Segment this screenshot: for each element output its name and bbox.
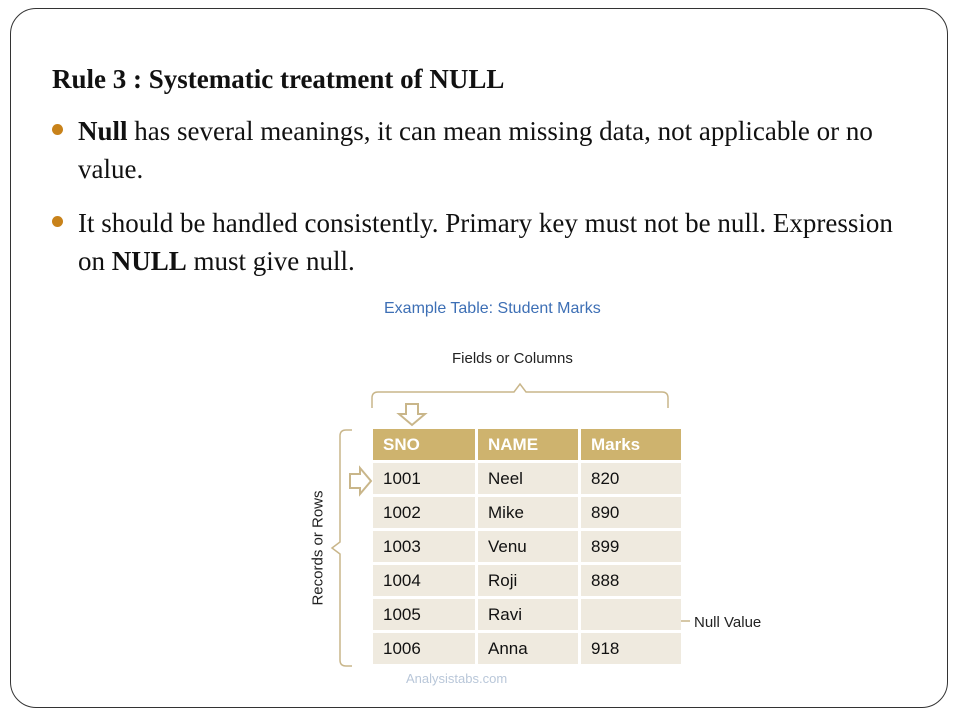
null-value-label: Null Value [694,614,762,631]
column-header: NAME [478,429,578,460]
table-cell: Neel [478,463,578,494]
table-cell: 888 [581,565,681,596]
column-header: SNO [373,429,475,460]
table-cell: 1006 [373,633,475,664]
table-cell: 1003 [373,531,475,562]
table-row [373,633,681,664]
table-row [373,463,681,494]
bullet-text: has several meanings, it can mean missing data, not applicable or no value. [78,116,873,184]
bullet-text-end: must give null. [186,246,355,276]
student-marks-table [370,426,684,667]
table-cell: 1001 [373,463,475,494]
down-arrow-icon [399,404,425,425]
right-arrow-icon [350,468,371,494]
watermark: Analysistabs.com [406,671,508,686]
table-cell: Ravi [478,599,578,630]
table-cell: 899 [581,531,681,562]
table-header-row [373,429,681,460]
table-row [373,599,681,630]
table-cell: Venu [478,531,578,562]
figure-title: Example Table: Student Marks [384,300,601,317]
table-row [373,565,681,596]
fields-label: Fields or Columns [452,350,573,367]
table-row [373,497,681,528]
table-cell: Anna [478,633,578,664]
table-cell: Roji [478,565,578,596]
bullet-bold-term: NULL [111,246,187,276]
table-cell: 820 [581,463,681,494]
table-cell: Mike [478,497,578,528]
rows-brace-icon [332,430,352,666]
rows-label: Records or Rows [309,490,327,606]
table-cell: 1005 [373,599,475,630]
null-cell [581,599,681,630]
bullet-bold-term: Null [78,116,128,146]
column-header: Marks [581,429,681,460]
table-cell: 1002 [373,497,475,528]
table-row [373,531,681,562]
table-cell: 1004 [373,565,475,596]
bullet-text: It should be handled consistently. Primary key must not be null. Expression on [78,208,893,276]
slide-heading: Rule 3 : Systematic treatment of NULL [52,64,505,94]
table-cell: 890 [581,497,681,528]
table-cell: 918 [581,633,681,664]
